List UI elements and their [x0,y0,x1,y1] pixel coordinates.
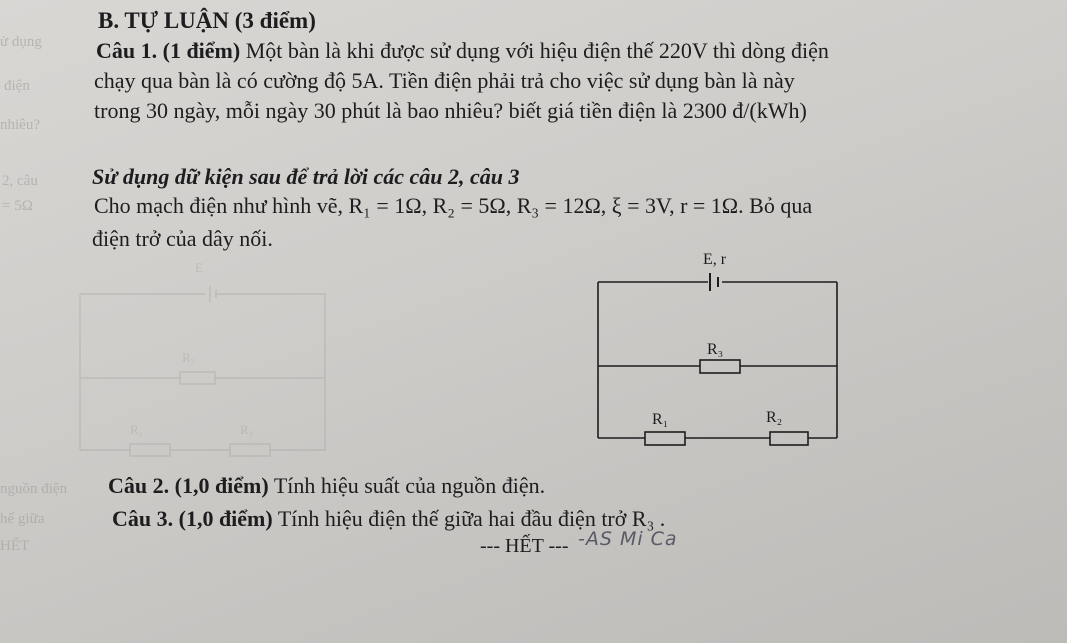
section-heading: B. TỰ LUẬN (3 điểm) [98,8,316,33]
question-1-lead: Câu 1. (1 điểm) [96,38,241,63]
circuit-description-end: . Bỏ qua [738,193,813,218]
shared-data-intro: Sử dụng dữ kiện sau để trả lời các câu 2, câu 3 [92,164,520,189]
r1-label: R₁ [652,411,669,428]
question-1-line-3: trong 30 ngày, mỗi ngày 30 phút là bao nhiêu? biết giá tiền điện là 2300 đ/(kWh) [94,98,807,123]
question-3-lead: Câu 3. (1,0 điểm) [112,506,273,531]
question-1-text: Một bàn là khi được sử dụng với hiệu điện thế 220V thì dòng điện [240,38,829,63]
bleed-through-text: ử dụng [0,34,42,50]
circuit-description-start: Cho mạch điện như hình vẽ, [94,193,349,218]
question-1-line-2: chạy qua bàn là có cường độ 5A. Tiền điện phải trả cho việc sử dụng bàn là này [94,68,795,93]
resistor-r1 [645,432,685,445]
question-1-line-1 [96,38,829,64]
bleed-through-text: HẾT [0,538,30,554]
r3-label: R₃ [707,341,724,358]
circuit-diagram [590,248,850,458]
bleed-through-text: điện [4,78,30,94]
bleed-through-label: R₁ [130,422,144,437]
question-2-lead: Câu 2. (1,0 điểm) [108,473,269,498]
battery-icon [710,273,718,291]
resistor-r3 [700,360,740,373]
bleed-through-text: nhiêu? [0,117,40,133]
bleed-through-text: 2, câu [2,173,38,189]
end-marker: --- HẾT --- [480,535,569,557]
bleed-through-text: = 5Ω [2,198,33,214]
circuit-description-line-1 [94,193,812,219]
question-3-text: Tính hiệu điện thế giữa hai đầu điện trở R₃ . [272,506,666,531]
bleed-through-label: R₃ [182,350,196,365]
r2-label: R₂ [766,409,783,426]
bleed-through-label: E [195,260,203,275]
handwritten-scribble: -AS Mi Ca [578,528,678,550]
bleed-through-text: nguồn điện [0,481,68,497]
circuit-description-line-2: điện trở của dây nối. [92,226,273,251]
bleed-through-label: R₂ [240,422,254,437]
bleed-through-text: hế giữa [0,511,45,527]
circuit-values: R₁ = 1Ω, R₂ = 5Ω, R₃ = 12Ω, ξ = 3V, r = 1Ω [348,193,739,218]
question-2-text: Tính hiệu suất của nguồn điện. [268,473,546,498]
question-2 [108,473,545,499]
resistor-r2 [770,432,808,445]
bleed-through-circuit [70,260,410,480]
source-label: E, r [703,251,727,268]
